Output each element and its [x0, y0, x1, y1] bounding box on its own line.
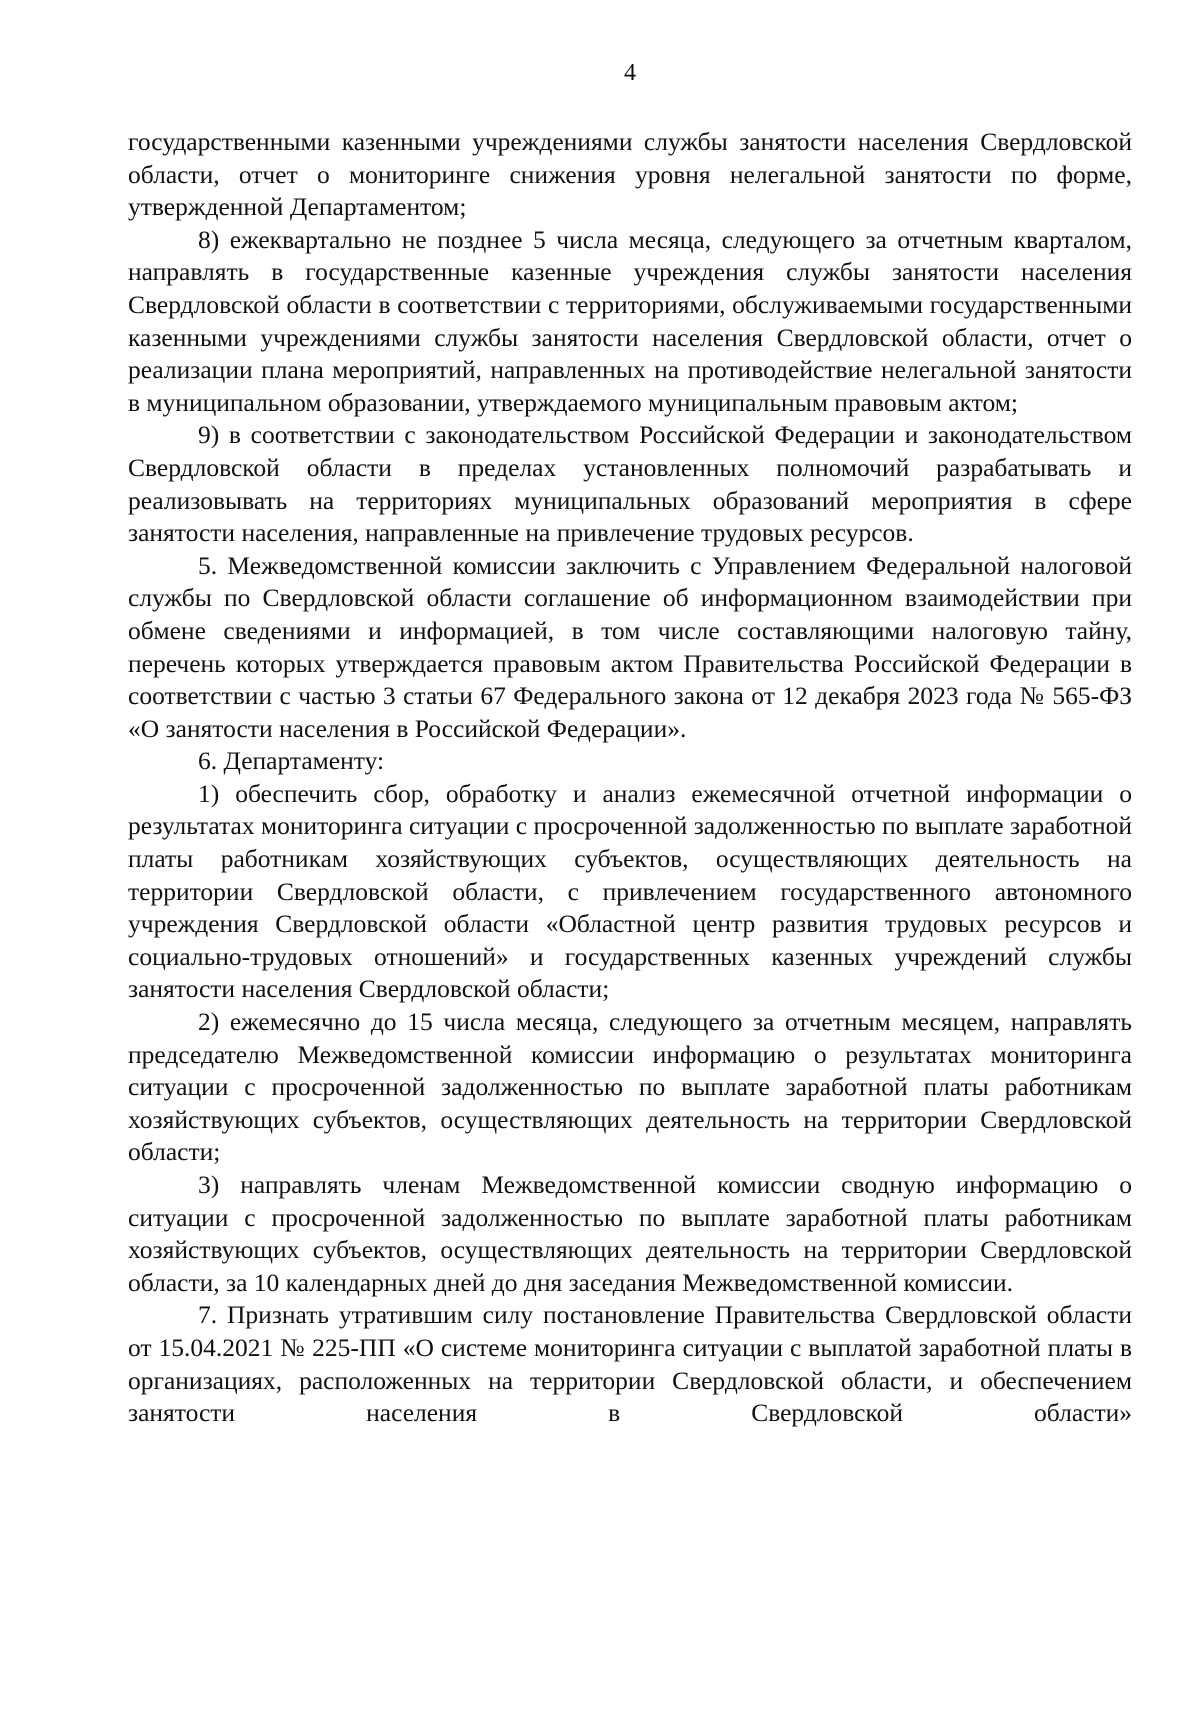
paragraph-section-5: 5. Межведомственной комиссии заключить с Управлением Федеральной налоговой службы по Свердловской области соглашение об информационном взаимодействии при обмене сведениями и информацией, в том числе составляющими налоговую тайну, перечень которых утверждается правовым актом Правительства Российской Федерации в соответствии с частью 3 статьи 67 Федерального закона от 12 декабря 2023 года № 565-ФЗ «О занятости населения в Российской Федерации». [128, 550, 1132, 743]
document-body [128, 126, 1132, 1430]
page-number: 4 [624, 60, 636, 86]
paragraph-item-9: 9) в соответствии с законодательством Российской Федерации и законодательством Свердловской области в пределах установленных полномочий разрабатывать и реализовывать на территориях муниципальных образований мероприятия в сфере занятости населения, направленные на привлечение трудовых ресурсов. [128, 420, 1132, 548]
paragraph-section-6: 6. Департаменту: [198, 746, 385, 776]
paragraph-section-6-item-2: 2) ежемесячно до 15 числа месяца, следующего за отчетным месяцем, направлять председателю Межведомственной комиссии информацию о результатах мониторинга ситуации с просроченной задолженностью по выплате заработной платы работникам хозяйствующих субъектов, осуществляющих деятельность на территории Свердловской области; [128, 1007, 1132, 1167]
paragraph-section-7: 7. Признать утратившим силу постановление Правительства Свердловской области от 15.04.2021 № 225-ПП «О системе мониторинга ситуации с выплатой заработной платы в организациях, расположенных на территории Свердловской области, и обеспечением занятости населения в Свердловской области» [128, 1300, 1132, 1428]
paragraph-section-6-item-1: 1) обеспечить сбор, обработку и анализ ежемесячной отчетной информации о результатах мониторинга ситуации с просроченной задолженностью по выплате заработной платы работникам хозяйствующих субъектов, осуществляющих деятельность на территории Свердловской области, с привлечением государственного автономного учреждения Свердловской области «Областной центр развития трудовых ресурсов и социально-трудовых отношений» и государственных казенных учреждений службы занятости населения Свердловской области; [128, 778, 1132, 1004]
paragraph-item-8: 8) ежеквартально не позднее 5 числа месяца, следующего за отчетным кварталом, направлять в государственные казенные учреждения службы занятости населения Свердловской области в соответствии с территориями, обслуживаемыми государственными казенными учреждениями службы занятости населения Свердловской области, отчет о реализации плана мероприятий, направленных на противодействие нелегальной занятости в муниципальном образовании, утверждаемого муниципальным правовым актом; [128, 224, 1132, 417]
paragraph-continued: государственными казенными учреждениями службы занятости населения Свердловской области, отчет о мониторинге снижения уровня нелегальной занятости по форме, утвержденной Департаментом; [128, 127, 1132, 222]
paragraph-section-6-item-3: 3) направлять членам Межведомственной комиссии сводную информацию о ситуации с просроченной задолженностью по выплате заработной платы работникам хозяйствующих субъектов, осуществляющих деятельность на территории Свердловской области, за 10 календарных дней до дня заседания Межведомственной комиссии. [128, 1170, 1132, 1297]
